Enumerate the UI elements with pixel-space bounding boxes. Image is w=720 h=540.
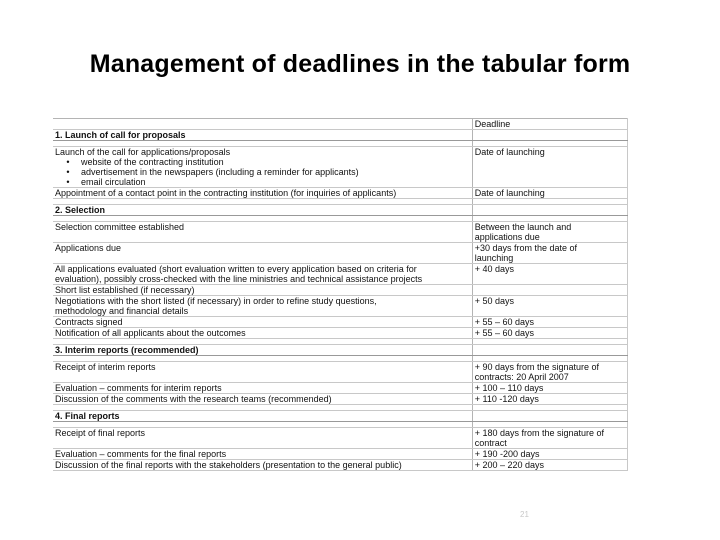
deadlines-grid <box>53 118 628 471</box>
task-text: All applications evaluated (short evaluation written to every application based on criteria for <box>55 264 417 274</box>
table-row <box>53 460 628 471</box>
deadline-cell-cont: launching <box>474 253 514 263</box>
page-number: 21 <box>520 510 529 519</box>
bullet-item: • website of the contracting institution <box>55 157 470 167</box>
deadline-header: Deadline <box>472 119 627 130</box>
task-cell: Discussion of the comments with the research teams (recommended) <box>53 394 472 405</box>
table-row <box>53 449 628 460</box>
bullet-icon: • <box>66 157 70 167</box>
table-row <box>53 394 628 405</box>
slide-title: Management of deadlines in the tabular form <box>89 50 631 78</box>
table-row <box>53 428 628 449</box>
deadline-cell: Date of launching <box>472 188 627 199</box>
task-text: Negotiations with the short listed (if necessary) in order to refine study questions, <box>55 296 377 306</box>
table-row <box>53 264 628 285</box>
deadline-cell: + 55 – 60 days <box>472 328 627 339</box>
bullet-item: • email circulation <box>55 177 470 187</box>
task-text: Launch of the call for applications/proposals <box>55 147 231 157</box>
deadline-cell-cont: applications due <box>474 232 540 242</box>
table-row <box>53 285 628 296</box>
section-heading: 2. Selection <box>53 205 472 216</box>
header-row <box>53 119 628 130</box>
deadline-cell: + 50 days <box>472 296 627 317</box>
table-row <box>53 188 628 199</box>
task-cell: Notification of all applicants about the outcomes <box>53 328 472 339</box>
section-heading: 1. Launch of call for proposals <box>53 130 472 141</box>
task-cell: Evaluation – comments for the final reports <box>53 449 472 460</box>
section-heading: 4. Final reports <box>53 411 472 422</box>
section-heading: 3. Interim reports (recommended) <box>53 345 472 356</box>
bullet-icon: • <box>66 177 70 187</box>
task-cell: Appointment of a contact point in the contracting institution (for inquiries of applicants) <box>53 188 472 199</box>
deadline-cell-cont: contracts: 20 April 2007 <box>474 372 569 382</box>
table-row <box>53 147 628 188</box>
task-cell: Applications due <box>53 243 472 264</box>
table-row <box>53 243 628 264</box>
deadline-cell <box>472 285 627 296</box>
bullet-icon: • <box>66 167 70 177</box>
task-cell: Discussion of the final reports with the stakeholders (presentation to the general public) <box>53 460 472 471</box>
deadline-cell: + 200 – 220 days <box>472 460 627 471</box>
deadline-cell: Date of launching <box>472 147 627 188</box>
task-cell: Receipt of interim reports <box>53 362 472 383</box>
deadline-cell: + 100 – 110 days <box>472 383 627 394</box>
deadline-cell: +30 days from the date of <box>474 243 578 253</box>
task-cell: Evaluation – comments for interim reports <box>53 383 472 394</box>
deadlines-table <box>53 118 628 510</box>
task-cell: Short list established (if necessary) <box>53 285 472 296</box>
table-row <box>53 362 628 383</box>
deadline-cell: Between the launch and <box>474 222 572 232</box>
table-row <box>53 328 628 339</box>
bullet-item: • advertisement in the newspapers (including a reminder for applicants) <box>55 167 470 177</box>
section-heading-row <box>53 411 628 422</box>
deadline-cell: + 40 days <box>472 264 627 285</box>
deadline-cell: + 110 -120 days <box>472 394 627 405</box>
task-text-cont: methodology and financial details <box>55 306 189 316</box>
deadline-cell: + 180 days from the signature of <box>474 428 605 438</box>
task-cell: Contracts signed <box>53 317 472 328</box>
table-row <box>53 383 628 394</box>
deadline-cell-cont: contract <box>474 438 507 448</box>
section-heading-row <box>53 345 628 356</box>
deadline-cell: + 55 – 60 days <box>472 317 627 328</box>
section-heading-row <box>53 205 628 216</box>
task-cell: Selection committee established <box>53 222 472 243</box>
deadline-cell: + 190 -200 days <box>472 449 627 460</box>
deadline-cell: + 90 days from the signature of <box>474 362 600 372</box>
section-heading-row <box>53 130 628 141</box>
table-row <box>53 222 628 243</box>
table-row <box>53 296 628 317</box>
task-cell: Receipt of final reports <box>53 428 472 449</box>
task-text-cont: evaluation), possibly cross-checked with the line ministries and technical assistance projects <box>55 274 423 284</box>
table-row <box>53 317 628 328</box>
